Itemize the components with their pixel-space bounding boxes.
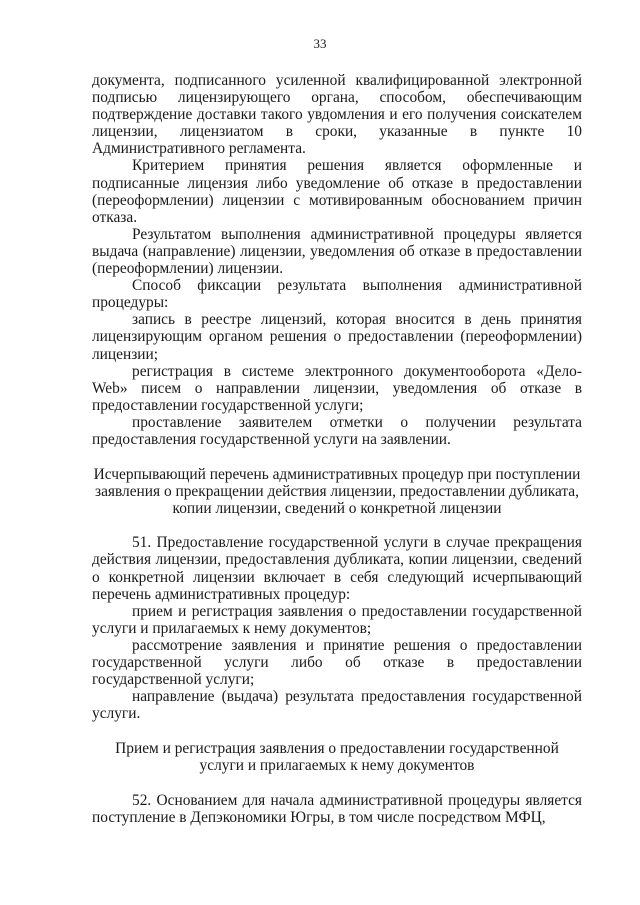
paragraph: Критерием принятия решения является оформленные и подписанные лицензия либо уведомление об отказе в предоставлении (переоформлении) лицензии с мотивированным обоснованием причин отказа.: [92, 157, 582, 226]
paragraph: 51. Предоставление государственной услуги в случае прекращения действия лицензии, предоставления дубликата, копии лицензии, сведений о конкретной лицензии включает в себя следующий исчерпывающий перечень административных процедур:: [92, 534, 582, 603]
section-heading: Исчерпывающий перечень административных процедур при поступлении заявления о прекращении действия лицензии, предоставлении дубликата, копии лицензии, сведений о конкретной лицензии: [93, 466, 581, 518]
list-item: рассмотрение заявления и принятие решения о предоставлении государственной услуги либо об отказе в предоставлении государственной услуги;: [92, 636, 582, 689]
paragraph: Результатом выполнения административной процедуры является выдача (направление) лицензии, уведомления об отказе в предоставлении (переоформлении) лицензии.: [92, 225, 582, 278]
list-item: запись в реестре лицензий, которая вносится в день принятия лицензирующим органом решения о предоставлении (переоформлении) лицензии;: [92, 311, 582, 363]
paragraph: 52. Основанием для начала административной процедуры является поступление в Депэкономики Югры, в том числе посредством МФЦ,: [92, 791, 582, 826]
list-item: прием и регистрация заявления о предоставлении государственной услуги и прилагаемых к нему документов;: [92, 602, 582, 637]
paragraph: документа, подписанного усиленной квалифицированной электронной подписью лицензирующего органа, способом, обеспечивающим подтверждение доставки такого увдомления и его получения соискателем лицензии, лицензиатом в сроки, указанные в пункте 10 Административного регламента.: [92, 72, 582, 158]
list-item: регистрация в системе электронного документооборота «Дело-Web» писем о направлении лицензии, уведомления об отказе в предоставлении государственной услуги;: [92, 362, 582, 414]
page-body: [92, 72, 582, 826]
list-item: направление (выдача) результата предоставления государственной услуги.: [92, 688, 582, 723]
page-number: 33: [313, 36, 327, 51]
section-heading: Прием и регистрация заявления о предоставлении государственной услуги и прилагаемых к нему документов: [115, 740, 559, 775]
paragraph: Способ фиксации результата выполнения административной процедуры:: [92, 277, 582, 312]
list-item: проставление заявителем отметки о получении результата предоставления государственной услуги на заявлении.: [92, 413, 582, 448]
